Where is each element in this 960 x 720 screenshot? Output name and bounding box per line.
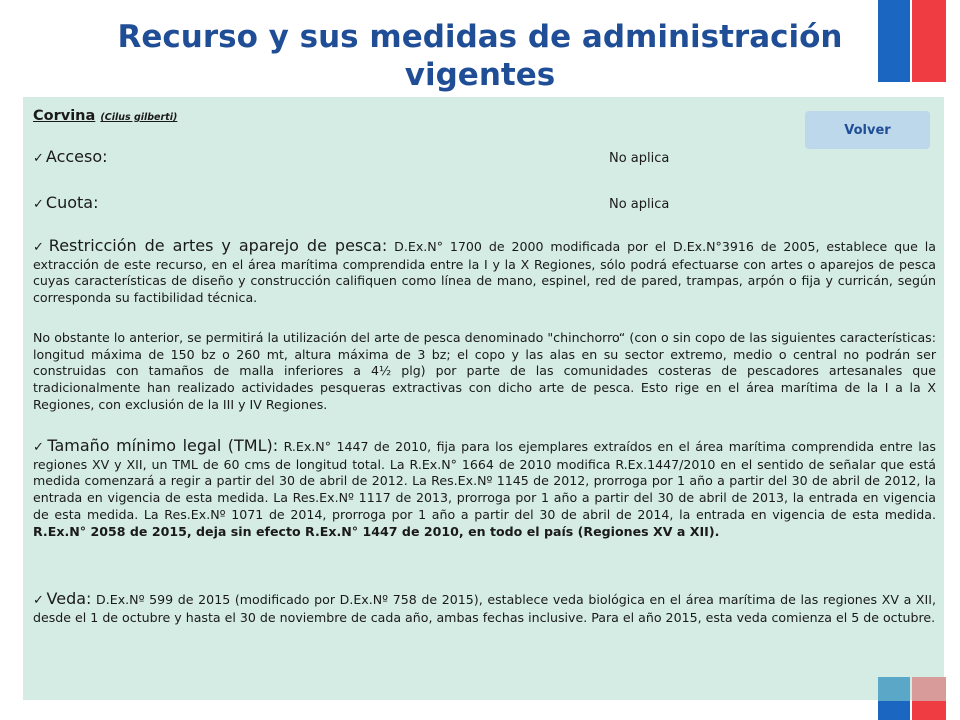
- species-scientific-name: (Cilus gilberti): [100, 112, 178, 123]
- checkmark-icon: ✓: [33, 197, 44, 212]
- chile-flag-icon: [878, 0, 946, 82]
- checkmark-icon: ✓: [33, 440, 46, 455]
- tml-bold-text: R.Ex.N° 2058 de 2015, deja sin efecto R.Ex.N° 1447 de 2010, en todo el país (Regiones XV a XII).: [33, 523, 720, 539]
- species-name: Corvina: [33, 108, 96, 124]
- access-value: No aplica: [609, 151, 670, 166]
- chile-flag-footer-icon: [878, 677, 946, 720]
- gear-restriction-paragraph: [33, 238, 936, 307]
- gear-restriction-label: Restricción de artes y aparejo de pesca:: [48, 236, 388, 255]
- checkmark-icon: ✓: [33, 240, 47, 255]
- page-title-line2: vigentes: [404, 57, 556, 93]
- access-label: Acceso:: [45, 147, 108, 166]
- page-title-line1: Recurso y sus medidas de administración: [117, 19, 843, 55]
- quota-label: Cuota:: [45, 193, 99, 212]
- veda-text: D.Ex.Nº 599 de 2015 (modificado por D.Ex.Nº 758 de 2015), establece veda biológica en el área marítima de las regiones XV a XII, desde el 1 de octubre y hasta el 30 de noviembre de cada año, ambas fechas inclusive. Para el año 2015, esta veda comienza el 5 de octubre.: [33, 592, 936, 625]
- checkmark-icon: ✓: [33, 593, 45, 608]
- gear-restriction-text: D.Ex.N° 1700 de 2000 modificada por el D.Ex.N°3916 de 2005, establece que la extracción de este recurso, en el área marítima comprendida entre la I y la X Regiones, sólo podrá efectuarse con artes o aparejos de pesca cuyas características de diseño y construcción califiquen como línea de mano, espinel, red de pared, trampas, arpón o fija y curricán, según corresponda su factibilidad técnica.: [33, 239, 936, 306]
- checkmark-icon: ✓: [33, 151, 44, 166]
- quota-value: No aplica: [609, 197, 670, 212]
- tml-paragraph: [33, 438, 936, 540]
- veda-label: Veda:: [46, 589, 92, 608]
- resource-panel: [23, 97, 944, 700]
- access-row: [33, 147, 670, 166]
- tml-label: Tamaño mínimo legal (TML):: [47, 436, 279, 455]
- page-title: [70, 18, 890, 94]
- tml-text: R.Ex.N° 1447 de 2010, fija para los ejemplares extraídos en el área marítima comprendida entre las regiones XV y XII, un TML de 60 cms de longitud total. La R.Ex.N° 1664 de 2010 modifica R.Ex.1447/2010 en el sentido de señalar que está medida comenzará a regir a partir del 30 de abril de 2012. La Res.Ex.Nº 1145 de 2012, prorroga por 1 año a partir del 30 de abril de 2012, la entrada en vigencia de esta medida. La Res.Ex.Nº 1117 de 2013, prorroga por 1 año a partir del 30 de abril de 2013, la entrada en vigencia de esta medida. La Res.Ex.Nº 1071 de 2014, prorroga por 1 año a partir del 30 de abril de 2014, la entrada en vigencia de esta medida.: [33, 439, 936, 522]
- back-button[interactable]: Volver: [805, 111, 930, 149]
- veda-paragraph: [33, 591, 936, 626]
- quota-row: [33, 193, 670, 212]
- gear-restriction-note: No obstante lo anterior, se permitirá la utilización del arte de pesca denominado "chinchorro“ (con o sin copo de las siguientes características: longitud máxima de 150 bz o 260 mt, altura máxima de 3 bz; el copo y las alas en su sector extremo, medio o central no podrán ser construidas con tamaños de malla inferiores a 4½ plg) por parte de las comunidades costeras de pescadores artesanales que tradicionalmente han realizado actividades pesqueras extractivas con dicho arte de pesca. Esto rige en el área marítima de la I a la X Regiones, con exclusión de la III y IV Regiones.: [33, 330, 936, 412]
- species-heading: [33, 105, 936, 124]
